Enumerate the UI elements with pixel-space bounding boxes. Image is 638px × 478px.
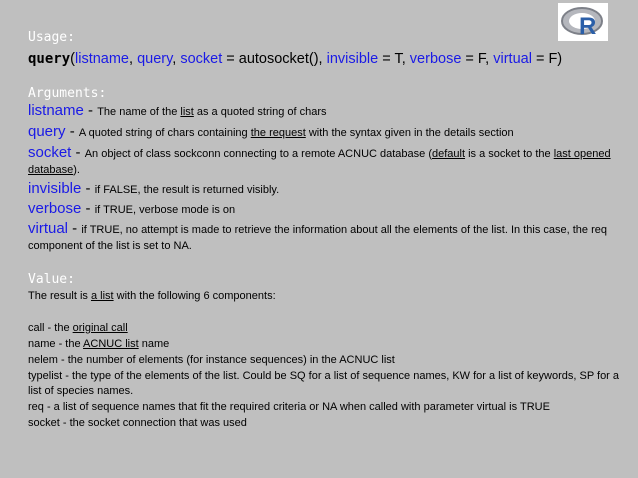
arg-invisible: invisible - if FALSE, the result is returned visibly.	[28, 180, 280, 197]
usage-signature: query(listname, query, socket = autosocket(), invisible = T, verbose = F, virtual = F)	[28, 51, 563, 67]
link-a-list[interactable]: a list	[90, 290, 114, 302]
arg-socket: socket - An object of class sockconn connecting to a remote ACNUC database (default is a socket to the last opened database).	[28, 144, 611, 176]
link-original-call[interactable]: original call	[72, 322, 128, 334]
arg-listname: listname - The name of the list as a quoted string of chars	[28, 102, 327, 119]
arguments-heading: Arguments:	[28, 86, 107, 101]
param-query: query	[137, 51, 173, 67]
value-heading: Value:	[28, 272, 75, 287]
arg-virtual: virtual - if TRUE, no attempt is made to retrieve the information about all the elements of the list. In this case, the req component of the list is set to NA.	[28, 220, 607, 252]
param-socket: socket	[180, 51, 223, 67]
component-call: call - the original call	[28, 322, 128, 334]
link-the-request[interactable]: the request	[250, 127, 306, 139]
link-acnuc-list[interactable]: ACNUC list	[83, 338, 139, 350]
main-content	[28, 30, 628, 431]
link-default[interactable]: default	[432, 148, 466, 160]
usage-heading: Usage:	[28, 30, 75, 45]
component-typelist: typelist - the type of the elements of the list. Could be SQ for a list of sequence names, KW for a list of keywords, SP for a list of species names.	[28, 370, 620, 397]
component-req: req - a list of sequence names that fit the required criteria or NA when called with parameter virtual is TRUE	[28, 401, 550, 413]
function-name: query	[28, 51, 71, 67]
param-invisible: invisible	[326, 51, 379, 67]
component-socket: socket - the socket connection that was used	[28, 417, 247, 429]
component-name: name - the ACNUC list name	[28, 338, 170, 350]
arg-verbose: verbose - if TRUE, verbose mode is on	[28, 200, 236, 217]
param-virtual: virtual	[493, 51, 532, 67]
arg-query: query - A quoted string of chars containing the request with the syntax given in the details section	[28, 123, 514, 140]
param-verbose: verbose	[409, 51, 462, 67]
link-list[interactable]: list	[180, 106, 194, 118]
svg-text:R: R	[579, 13, 597, 40]
param-listname: listname	[75, 51, 129, 67]
link-last-opened-database[interactable]: last opened database	[28, 148, 611, 176]
component-nelem: nelem - the number of elements (for instance sequences) in the ACNUC list	[28, 354, 395, 366]
value-intro: The result is a list with the following 6 components:	[28, 290, 276, 302]
